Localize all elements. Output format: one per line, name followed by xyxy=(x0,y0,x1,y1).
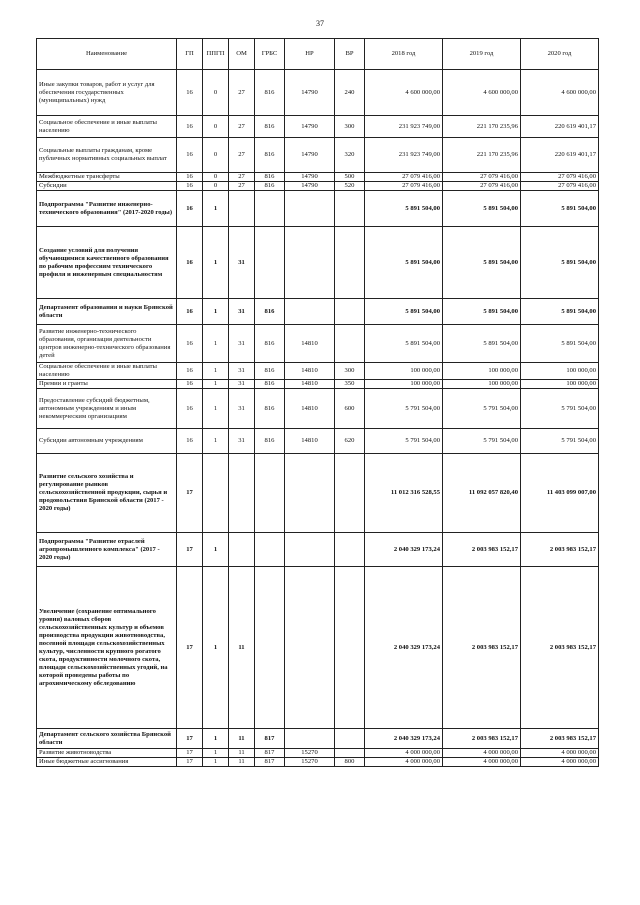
cell-gp: 16 xyxy=(177,227,203,299)
table-row xyxy=(37,749,599,758)
cell-om xyxy=(229,533,255,567)
cell-2019: 2 003 983 152,17 xyxy=(443,567,521,729)
cell-grbs: 816 xyxy=(255,429,285,454)
cell-ppgp: 0 xyxy=(203,138,229,173)
header-np: НР xyxy=(285,39,335,70)
table-row xyxy=(37,191,599,227)
table-row xyxy=(37,389,599,429)
cell-2019: 5 791 504,00 xyxy=(443,429,521,454)
cell-2020: 220 619 401,17 xyxy=(521,138,599,173)
cell-name: Субсидии автономным учреждениям xyxy=(37,429,177,454)
cell-2020: 5 891 504,00 xyxy=(521,227,599,299)
table-row xyxy=(37,173,599,182)
cell-np: 14790 xyxy=(285,116,335,138)
cell-2020: 5 891 504,00 xyxy=(521,299,599,325)
cell-2020: 27 079 416,00 xyxy=(521,182,599,191)
cell-vr xyxy=(335,325,365,363)
cell-name: Департамент сельского хозяйства Брянской области xyxy=(37,729,177,749)
cell-name: Премии и гранты xyxy=(37,380,177,389)
cell-2019: 4 000 000,00 xyxy=(443,749,521,758)
cell-2019: 5 891 504,00 xyxy=(443,299,521,325)
cell-2019: 4 600 000,00 xyxy=(443,70,521,116)
cell-2019: 5 891 504,00 xyxy=(443,227,521,299)
cell-name: Увеличение (сохранение оптимального уровня) валовых сборов сельскохозяйственных культур и объемов производства продукции животноводства, посевной площади сельскохозяйственных культур, численности крупного рогатого скота, продуктивности молочного скота, площади сельскохозяйственных угодий, на которой проведены работы по агрохимическому обследованию xyxy=(37,567,177,729)
table-row xyxy=(37,533,599,567)
cell-vr: 350 xyxy=(335,380,365,389)
cell-om: 11 xyxy=(229,567,255,729)
cell-2020: 4 000 000,00 xyxy=(521,758,599,767)
cell-name: Развитие инженерно-технического образования, организация деятельности центров инженерно-технического образования детей xyxy=(37,325,177,363)
cell-2018: 4 000 000,00 xyxy=(365,749,443,758)
cell-2019: 27 079 416,00 xyxy=(443,173,521,182)
cell-2019: 4 000 000,00 xyxy=(443,758,521,767)
cell-np: 15270 xyxy=(285,758,335,767)
cell-gp: 17 xyxy=(177,567,203,729)
cell-grbs: 816 xyxy=(255,173,285,182)
cell-grbs: 816 xyxy=(255,116,285,138)
cell-2020: 4 000 000,00 xyxy=(521,749,599,758)
cell-ppgp: 1 xyxy=(203,363,229,380)
cell-om: 27 xyxy=(229,70,255,116)
cell-np xyxy=(285,227,335,299)
cell-gp: 16 xyxy=(177,389,203,429)
cell-vr: 520 xyxy=(335,182,365,191)
cell-gp: 16 xyxy=(177,191,203,227)
cell-name: Подпрограмма "Развитие инженерно-технического образования" (2017-2020 годы) xyxy=(37,191,177,227)
cell-np: 14810 xyxy=(285,389,335,429)
header-name: Наименование xyxy=(37,39,177,70)
table-row xyxy=(37,758,599,767)
cell-gp: 17 xyxy=(177,758,203,767)
cell-ppgp: 0 xyxy=(203,116,229,138)
cell-name: Иные бюджетные ассигнования xyxy=(37,758,177,767)
cell-gp: 17 xyxy=(177,533,203,567)
cell-gp: 17 xyxy=(177,749,203,758)
cell-2020: 11 403 099 007,00 xyxy=(521,454,599,533)
cell-2018: 231 923 749,00 xyxy=(365,138,443,173)
cell-name: Развитие сельского хозяйства и регулирование рынков сельскохозяйственной продукции, сырья и продовольствия Брянской области (2017 - 2020 годы) xyxy=(37,454,177,533)
cell-om: 27 xyxy=(229,182,255,191)
cell-ppgp: 1 xyxy=(203,299,229,325)
cell-ppgp: 0 xyxy=(203,70,229,116)
header-2018: 2018 год xyxy=(365,39,443,70)
cell-grbs: 816 xyxy=(255,70,285,116)
cell-2019: 5 891 504,00 xyxy=(443,325,521,363)
cell-2018: 100 000,00 xyxy=(365,363,443,380)
cell-2020: 5 891 504,00 xyxy=(521,325,599,363)
cell-np: 14810 xyxy=(285,380,335,389)
cell-2020: 2 003 983 152,17 xyxy=(521,533,599,567)
cell-2020: 2 003 983 152,17 xyxy=(521,729,599,749)
cell-2018: 5 891 504,00 xyxy=(365,191,443,227)
table-row xyxy=(37,567,599,729)
cell-name: Предоставление субсидий бюджетным, автономным учреждениям и иным некоммерческим организациям xyxy=(37,389,177,429)
cell-2020: 27 079 416,00 xyxy=(521,173,599,182)
cell-vr: 300 xyxy=(335,116,365,138)
cell-vr xyxy=(335,749,365,758)
cell-vr xyxy=(335,567,365,729)
cell-name: Создание условий для получения обучающимися качественного образования по рабочим профессиям технического профиля и инженерным специальностям xyxy=(37,227,177,299)
cell-ppgp: 1 xyxy=(203,749,229,758)
cell-np: 14790 xyxy=(285,138,335,173)
cell-vr xyxy=(335,299,365,325)
cell-np: 14790 xyxy=(285,182,335,191)
cell-vr: 620 xyxy=(335,429,365,454)
cell-gp: 16 xyxy=(177,380,203,389)
cell-vr: 300 xyxy=(335,363,365,380)
header-om: ОМ xyxy=(229,39,255,70)
cell-grbs: 817 xyxy=(255,758,285,767)
cell-2018: 27 079 416,00 xyxy=(365,173,443,182)
cell-gp: 16 xyxy=(177,138,203,173)
cell-np xyxy=(285,567,335,729)
cell-grbs: 816 xyxy=(255,380,285,389)
header-2020: 2020 год xyxy=(521,39,599,70)
cell-2020: 4 600 000,00 xyxy=(521,70,599,116)
cell-grbs: 817 xyxy=(255,749,285,758)
cell-2018: 231 923 749,00 xyxy=(365,116,443,138)
cell-name: Иные закупки товаров, работ и услуг для обеспечения государственных (муниципальных) нужд xyxy=(37,70,177,116)
cell-vr: 240 xyxy=(335,70,365,116)
cell-ppgp: 1 xyxy=(203,227,229,299)
header-grbs: ГРБС xyxy=(255,39,285,70)
cell-np xyxy=(285,454,335,533)
header-ppgp: ППГП xyxy=(203,39,229,70)
cell-2019: 100 000,00 xyxy=(443,380,521,389)
cell-ppgp: 1 xyxy=(203,567,229,729)
table-row xyxy=(37,182,599,191)
cell-np: 14790 xyxy=(285,173,335,182)
cell-gp: 16 xyxy=(177,173,203,182)
cell-2018: 4 600 000,00 xyxy=(365,70,443,116)
cell-np xyxy=(285,533,335,567)
cell-om: 31 xyxy=(229,227,255,299)
cell-2018: 2 040 329 173,24 xyxy=(365,533,443,567)
cell-grbs: 816 xyxy=(255,325,285,363)
cell-vr: 320 xyxy=(335,138,365,173)
cell-grbs xyxy=(255,533,285,567)
cell-2018: 27 079 416,00 xyxy=(365,182,443,191)
cell-2018: 5 791 504,00 xyxy=(365,429,443,454)
cell-2020: 100 000,00 xyxy=(521,363,599,380)
cell-2018: 5 791 504,00 xyxy=(365,389,443,429)
cell-grbs xyxy=(255,191,285,227)
cell-om: 31 xyxy=(229,380,255,389)
cell-vr xyxy=(335,533,365,567)
cell-2019: 221 170 235,96 xyxy=(443,116,521,138)
table-row xyxy=(37,116,599,138)
table-row xyxy=(37,138,599,173)
cell-2019: 5 791 504,00 xyxy=(443,389,521,429)
cell-om: 11 xyxy=(229,749,255,758)
cell-2019: 5 891 504,00 xyxy=(443,191,521,227)
cell-gp: 16 xyxy=(177,325,203,363)
cell-np xyxy=(285,191,335,227)
cell-grbs: 816 xyxy=(255,389,285,429)
cell-vr xyxy=(335,729,365,749)
cell-name: Развитие животноводства xyxy=(37,749,177,758)
header-2019: 2019 год xyxy=(443,39,521,70)
cell-om: 27 xyxy=(229,173,255,182)
cell-vr xyxy=(335,191,365,227)
cell-ppgp: 0 xyxy=(203,173,229,182)
cell-np: 14810 xyxy=(285,429,335,454)
cell-om: 31 xyxy=(229,429,255,454)
table-row xyxy=(37,299,599,325)
cell-ppgp: 1 xyxy=(203,389,229,429)
cell-grbs: 816 xyxy=(255,363,285,380)
cell-2019: 2 003 983 152,17 xyxy=(443,729,521,749)
cell-om: 27 xyxy=(229,138,255,173)
table-header-row xyxy=(37,39,599,70)
header-gp: ГП xyxy=(177,39,203,70)
budget-table xyxy=(36,38,599,767)
cell-grbs: 816 xyxy=(255,138,285,173)
cell-grbs xyxy=(255,227,285,299)
cell-2020: 220 619 401,17 xyxy=(521,116,599,138)
cell-vr: 600 xyxy=(335,389,365,429)
cell-vr: 500 xyxy=(335,173,365,182)
cell-2019: 100 000,00 xyxy=(443,363,521,380)
cell-om xyxy=(229,454,255,533)
cell-name: Межбюджетные трансферты xyxy=(37,173,177,182)
cell-gp: 17 xyxy=(177,729,203,749)
cell-grbs xyxy=(255,454,285,533)
cell-grbs: 816 xyxy=(255,182,285,191)
cell-2018: 2 040 329 173,24 xyxy=(365,567,443,729)
cell-vr: 800 xyxy=(335,758,365,767)
page-number: 37 xyxy=(316,19,324,28)
cell-ppgp: 1 xyxy=(203,758,229,767)
cell-2020: 5 891 504,00 xyxy=(521,191,599,227)
cell-ppgp xyxy=(203,454,229,533)
cell-gp: 16 xyxy=(177,299,203,325)
cell-vr xyxy=(335,227,365,299)
cell-2018: 2 040 329 173,24 xyxy=(365,729,443,749)
cell-2018: 100 000,00 xyxy=(365,380,443,389)
cell-2020: 5 791 504,00 xyxy=(521,389,599,429)
cell-om xyxy=(229,191,255,227)
cell-gp: 16 xyxy=(177,182,203,191)
cell-2018: 5 891 504,00 xyxy=(365,325,443,363)
cell-gp: 16 xyxy=(177,429,203,454)
cell-name: Департамент образования и науки Брянской области xyxy=(37,299,177,325)
cell-name: Субсидии xyxy=(37,182,177,191)
cell-grbs xyxy=(255,567,285,729)
cell-2020: 100 000,00 xyxy=(521,380,599,389)
cell-ppgp: 1 xyxy=(203,533,229,567)
cell-2020: 2 003 983 152,17 xyxy=(521,567,599,729)
table-row xyxy=(37,227,599,299)
cell-np: 14810 xyxy=(285,325,335,363)
cell-2020: 5 791 504,00 xyxy=(521,429,599,454)
cell-om: 31 xyxy=(229,389,255,429)
cell-np: 14810 xyxy=(285,363,335,380)
cell-2019: 221 170 235,96 xyxy=(443,138,521,173)
cell-2019: 27 079 416,00 xyxy=(443,182,521,191)
cell-om: 31 xyxy=(229,299,255,325)
cell-2018: 4 000 000,00 xyxy=(365,758,443,767)
cell-2018: 5 891 504,00 xyxy=(365,299,443,325)
table-row xyxy=(37,454,599,533)
cell-name: Социальное обеспечение и иные выплаты населению xyxy=(37,363,177,380)
cell-grbs: 816 xyxy=(255,299,285,325)
cell-vr xyxy=(335,454,365,533)
table-row xyxy=(37,70,599,116)
cell-np: 15270 xyxy=(285,749,335,758)
cell-ppgp: 1 xyxy=(203,429,229,454)
cell-2019: 11 092 057 820,40 xyxy=(443,454,521,533)
cell-ppgp: 0 xyxy=(203,182,229,191)
cell-np xyxy=(285,729,335,749)
cell-ppgp: 1 xyxy=(203,325,229,363)
cell-name: Социальные выплаты гражданам, кроме публичных нормативных социальных выплат xyxy=(37,138,177,173)
table-row xyxy=(37,363,599,380)
cell-gp: 16 xyxy=(177,116,203,138)
table-row xyxy=(37,429,599,454)
cell-ppgp: 1 xyxy=(203,380,229,389)
cell-ppgp: 1 xyxy=(203,191,229,227)
cell-ppgp: 1 xyxy=(203,729,229,749)
cell-2018: 5 891 504,00 xyxy=(365,227,443,299)
cell-name: Социальное обеспечение и иные выплаты населению xyxy=(37,116,177,138)
header-vr: ВР xyxy=(335,39,365,70)
cell-om: 31 xyxy=(229,363,255,380)
cell-2019: 2 003 983 152,17 xyxy=(443,533,521,567)
cell-gp: 16 xyxy=(177,70,203,116)
cell-2018: 11 012 316 528,55 xyxy=(365,454,443,533)
cell-gp: 16 xyxy=(177,363,203,380)
cell-om: 11 xyxy=(229,729,255,749)
cell-om: 31 xyxy=(229,325,255,363)
table-row xyxy=(37,729,599,749)
cell-gp: 17 xyxy=(177,454,203,533)
cell-grbs: 817 xyxy=(255,729,285,749)
cell-om: 11 xyxy=(229,758,255,767)
cell-name: Подпрограмма "Развитие отраслей агропромышленного комплекса" (2017 - 2020 годы) xyxy=(37,533,177,567)
cell-np: 14790 xyxy=(285,70,335,116)
cell-om: 27 xyxy=(229,116,255,138)
table-row xyxy=(37,325,599,363)
cell-np xyxy=(285,299,335,325)
table-row xyxy=(37,380,599,389)
